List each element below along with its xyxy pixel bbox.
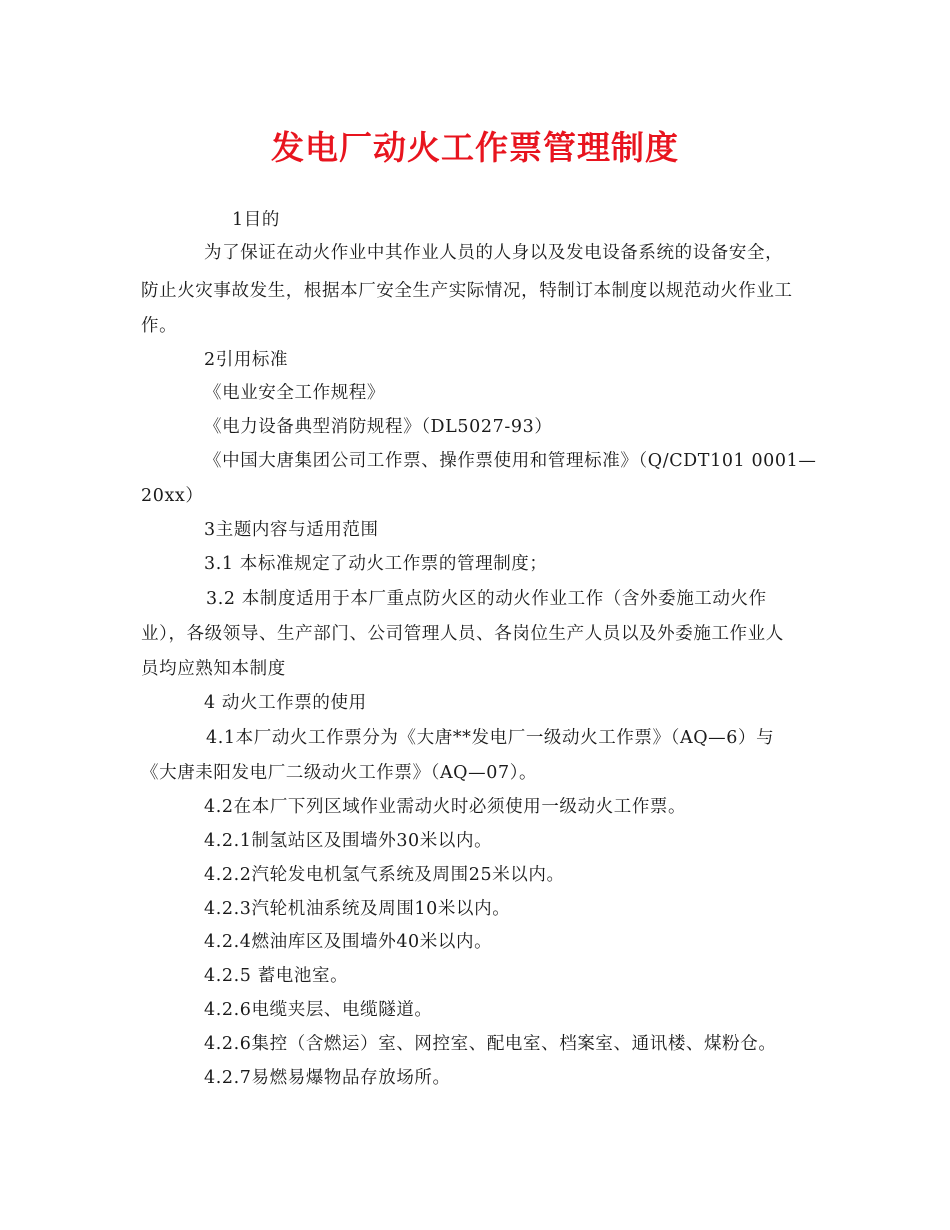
reference-item: 《电力设备典型消防规程》（DL5027-93） [204,417,553,437]
document-title: 发电厂动火工作票管理制度 [271,128,679,167]
clause-line: 4.1本厂动火工作票分为《大唐**发电厂一级动火工作票》（AQ—6）与 [206,728,775,748]
section-heading-references: 2引用标准 [204,350,289,370]
paragraph-line: 为了保证在动火作业中其作业人员的人身以及发电设备系统的设备安全， [204,243,784,263]
clause-line: 员均应熟知本制度 [141,659,286,679]
list-item: 4.2.1制氢站区及围墙外30米以内。 [204,831,493,851]
section-heading-purpose: 1目的 [232,210,280,230]
clause-line: 3.1 本标准规定了动火工作票的管理制度； [204,554,548,574]
list-item: 4.2.5 蓄电池室。 [204,966,349,986]
clause-line: 业），各级领导、生产部门、公司管理人员、各岗位生产人员以及外委施工作业人 [141,624,784,644]
list-item: 4.2.3汽轮机油系统及周围10米以内。 [204,899,511,919]
reference-item-continued: 20xx） [141,486,204,506]
reference-item: 《电业安全工作规程》 [204,383,385,403]
list-item: 4.2.2汽轮发电机氢气系统及周围25米以内。 [204,865,565,885]
clause-line: 3.2 本制度适用于本厂重点防火区的动火作业工作（含外委施工动火作 [206,589,767,609]
section-heading-usage: 4 动火工作票的使用 [204,693,367,713]
list-item: 4.2.7易燃易爆物品存放场所。 [204,1068,451,1088]
list-item: 4.2.4燃油库区及围墙外40米以内。 [204,932,493,952]
paragraph-line: 防止火灾事故发生，根据本厂安全生产实际情况，特制订本制度以规范动火作业工 [141,281,793,301]
clause-line: 4.2在本厂下列区域作业需动火时必须使用一级动火工作票。 [204,797,687,817]
section-heading-scope: 3主题内容与适用范围 [204,520,379,540]
list-item: 4.2.6集控（含燃运）室、网控室、配电室、档案室、通讯楼、煤粉仓。 [204,1034,777,1054]
clause-line: 《大唐耒阳发电厂二级动火工作票》（AQ—07）。 [141,763,538,783]
list-item: 4.2.6电缆夹层、电缆隧道。 [204,1000,433,1020]
reference-item: 《中国大唐集团公司工作票、操作票使用和管理标准》（Q/CDT101 0001— [204,451,817,471]
paragraph-line: 作。 [141,316,178,336]
